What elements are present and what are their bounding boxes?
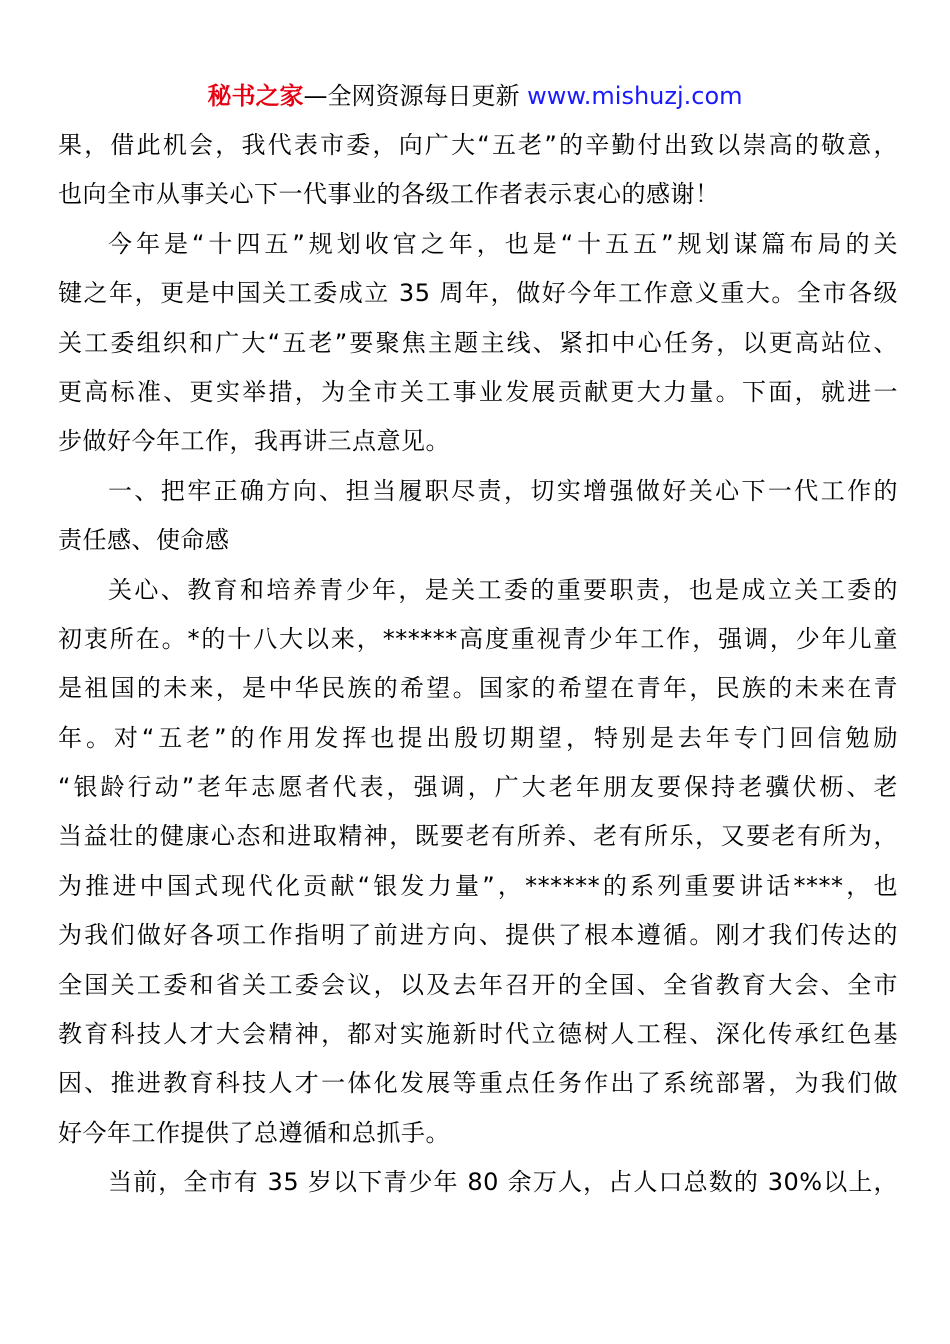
text-line: 好今年工作提供了总遵循和总抓手。 <box>58 1118 450 1147</box>
text-line: 一、把牢正确方向、担当履职尽责，切实增强做好关心下一代工作的 <box>108 476 898 505</box>
header-tagline: —全网资源每日更新 <box>303 82 528 110</box>
text-line: 果，借此机会，我代表市委，向广大“五老”的辛勤付出致以崇高的敬意， <box>58 131 898 159</box>
text-line: 键之年，更是中国关工委成立 35 周年，做好今年工作意义重大。全市各级 <box>58 279 898 308</box>
header-site-link[interactable]: www.mishuzj.com <box>527 82 743 110</box>
document-body <box>58 121 898 1208</box>
text-line: 更高标准、更实举措，为全市关工事业发展贡献更大力量。下面，就进一 <box>58 377 898 406</box>
text-line: 也向全市从事关心下一代事业的各级工作者表示衷心的感谢！ <box>58 180 720 209</box>
text-line: 为推进中国式现代化贡献“银发力量”，******的系列重要讲话****，也 <box>58 871 898 900</box>
text-line: 当益壮的健康心态和进取精神，既要老有所养、老有所乐，又要老有所为， <box>58 822 898 851</box>
text-line: 全国关工委和省关工委会议，以及去年召开的全国、全省教育大会、全市 <box>58 970 898 999</box>
text-line: 关工委组织和广大“五老”要聚焦主题主线、紧扣中心任务，以更高站位、 <box>58 328 898 357</box>
text-line: 教育科技人才大会精神，都对实施新时代立德树人工程、深化传承红色基 <box>58 1020 898 1049</box>
text-line: 年。对“五老”的作用发挥也提出殷切期望，特别是去年专门回信勉励 <box>58 723 898 752</box>
text-line: 今年是“十四五”规划收官之年，也是“十五五”规划谋篇布局的关 <box>108 229 898 258</box>
page-header <box>0 78 950 114</box>
text-line: 为我们做好各项工作指明了前进方向、提供了根本遵循。刚才我们传达的 <box>58 921 898 950</box>
header-brand: 秘书之家 <box>207 82 304 110</box>
text-line: 初衷所在。*的十八大以来，******高度重视青少年工作，强调，少年儿童 <box>58 624 898 653</box>
text-line: 步做好今年工作，我再讲三点意见。 <box>58 427 450 456</box>
text-line: 关心、教育和培养青少年，是关工委的重要职责，也是成立关工委的 <box>108 575 898 604</box>
text-line: 当前，全市有 35 岁以下青少年 80 余万人，占人口总数的 30%以上， <box>108 1168 898 1197</box>
text-line: 是祖国的未来，是中华民族的希望。国家的希望在青年，民族的未来在青 <box>58 674 898 703</box>
text-line: “银龄行动”老年志愿者代表，强调，广大老年朋友要保持老骥伏枥、老 <box>58 773 898 802</box>
text-line: 责任感、使命感 <box>58 526 230 555</box>
text-line: 因、推进教育科技人才一体化发展等重点任务作出了系统部署，为我们做 <box>58 1069 898 1098</box>
